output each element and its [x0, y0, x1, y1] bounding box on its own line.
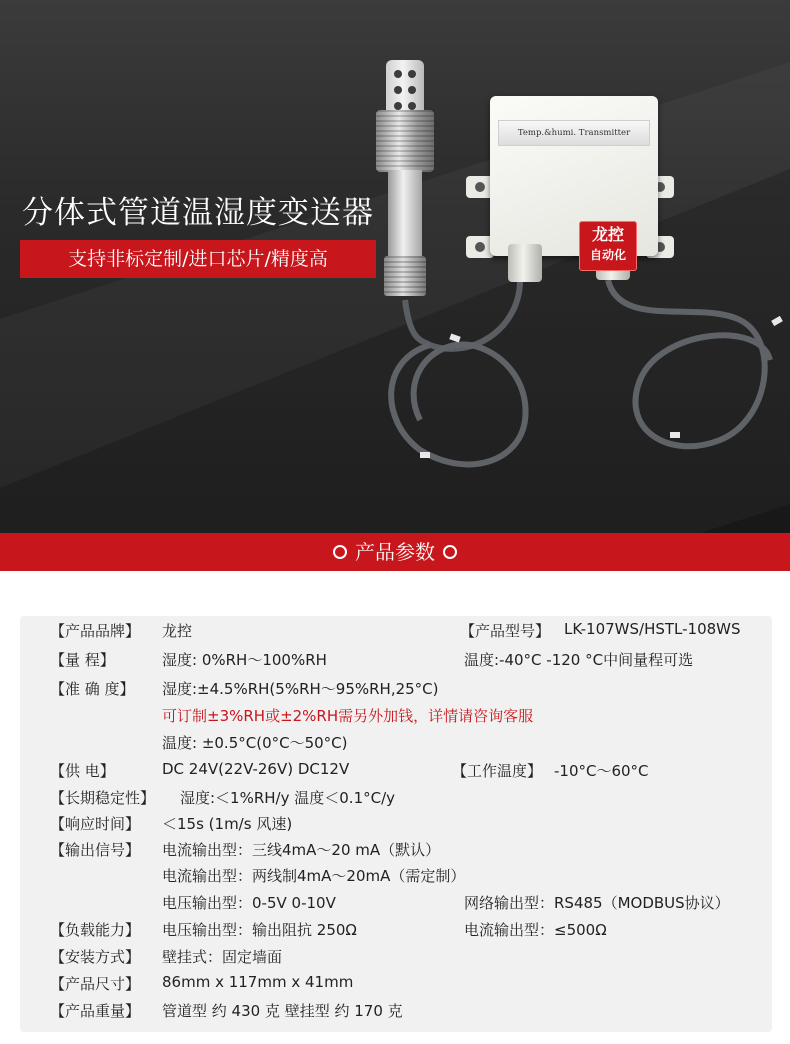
- device-label: Temp.&humi. Transmitter: [498, 120, 650, 146]
- spec-key: 【输出信号】: [50, 841, 141, 859]
- circle-icon: [443, 545, 457, 559]
- spec-value: 湿度: 0%RH～100%RH: [162, 651, 327, 669]
- spec-row-load: [20, 919, 772, 945]
- spec-note: 可订制±3%RH或±2%RH需另外加钱，详情请咨询客服: [162, 707, 534, 725]
- probe-thread-nut: [376, 110, 434, 172]
- spec-value: 龙控: [162, 622, 193, 640]
- spec-row-output-3: [20, 892, 772, 918]
- spec-key: 【工作温度】: [452, 762, 543, 780]
- spec-row-power: [20, 760, 772, 786]
- spec-key: 【产品尺寸】: [50, 975, 141, 993]
- spec-value: 壁挂式：固定墙面: [162, 948, 283, 966]
- brand-badge: [579, 221, 637, 271]
- spec-row-stability: [20, 787, 772, 813]
- spec-value: 电压输出型：输出阻抗 250Ω: [162, 921, 357, 939]
- spec-value: -10°C～60°C: [554, 762, 649, 780]
- product-title: 分体式管道温湿度变送器: [22, 195, 374, 231]
- spec-value: 网络输出型：RS485（MODBUS协议）: [464, 894, 730, 912]
- spec-key: 【供 电】: [50, 762, 115, 780]
- circle-icon: [333, 545, 347, 559]
- spec-row-response: [20, 813, 772, 839]
- spec-row-weight: [20, 1000, 772, 1026]
- spec-value: 电流输出型：三线4mA～20 mA（默认）: [162, 841, 441, 859]
- probe-cable-gland: [384, 256, 426, 296]
- spec-value: 温度: ±0.5°C(0°C～50°C): [162, 734, 348, 752]
- spec-row-output-2: [20, 865, 772, 891]
- spec-key: 【长期稳定性】: [50, 789, 156, 807]
- spec-value: 管道型 约 430 克 壁挂型 约 170 克: [162, 1002, 403, 1020]
- spec-table: [20, 616, 772, 1032]
- spec-row-output: [20, 839, 772, 865]
- brand-badge-sub: 自动化: [589, 248, 626, 262]
- spec-key: 【产品重量】: [50, 1002, 141, 1020]
- spec-value: LK-107WS/HSTL-108WS: [564, 620, 741, 638]
- spec-row-accuracy-custom: [20, 705, 772, 731]
- spec-key: 【准 确 度】: [50, 680, 135, 698]
- spec-value: DC 24V(22V-26V) DC12V: [162, 760, 350, 778]
- spec-key: 【量 程】: [50, 651, 115, 669]
- spec-row-size: [20, 973, 772, 999]
- spec-key: 【产品型号】: [460, 622, 551, 640]
- spec-value: 电流输出型：≤500Ω: [464, 921, 607, 939]
- spec-row-install: [20, 946, 772, 972]
- spec-value: 温度:-40°C -120 °C中间量程可选: [464, 651, 694, 669]
- spec-row-brand: [20, 620, 772, 646]
- spec-key: 【响应时间】: [50, 815, 141, 833]
- cable-gland: [508, 244, 542, 282]
- section-title: 产品参数: [355, 540, 435, 564]
- spec-row-range: [20, 649, 772, 675]
- section-banner: [0, 533, 790, 571]
- spec-row-accuracy: [20, 678, 772, 704]
- spec-value: ＜15s (1m/s 风速): [162, 815, 293, 833]
- spec-value: 电流输出型：两线制4mA～20mA（需定制）: [162, 867, 466, 885]
- spec-key: 【负载能力】: [50, 921, 141, 939]
- brand-badge-name: 龙控: [591, 225, 624, 244]
- spec-value: 电压输出型：0-5V 0-10V: [162, 894, 336, 912]
- product-tagline: 支持非标定制/进口芯片/精度高: [20, 240, 376, 278]
- spec-key: 【安装方式】: [50, 948, 141, 966]
- spec-value: 86mm x 117mm x 41mm: [162, 973, 354, 991]
- probe-tube: [388, 170, 422, 262]
- spec-key: 【产品品牌】: [50, 622, 141, 640]
- spec-value: 湿度:＜1%RH/y 温度＜0.1°C/y: [180, 789, 396, 807]
- spec-row-accuracy-temp: [20, 732, 772, 758]
- spec-value: 湿度:±4.5%RH(5%RH～95%RH,25°C): [162, 680, 439, 698]
